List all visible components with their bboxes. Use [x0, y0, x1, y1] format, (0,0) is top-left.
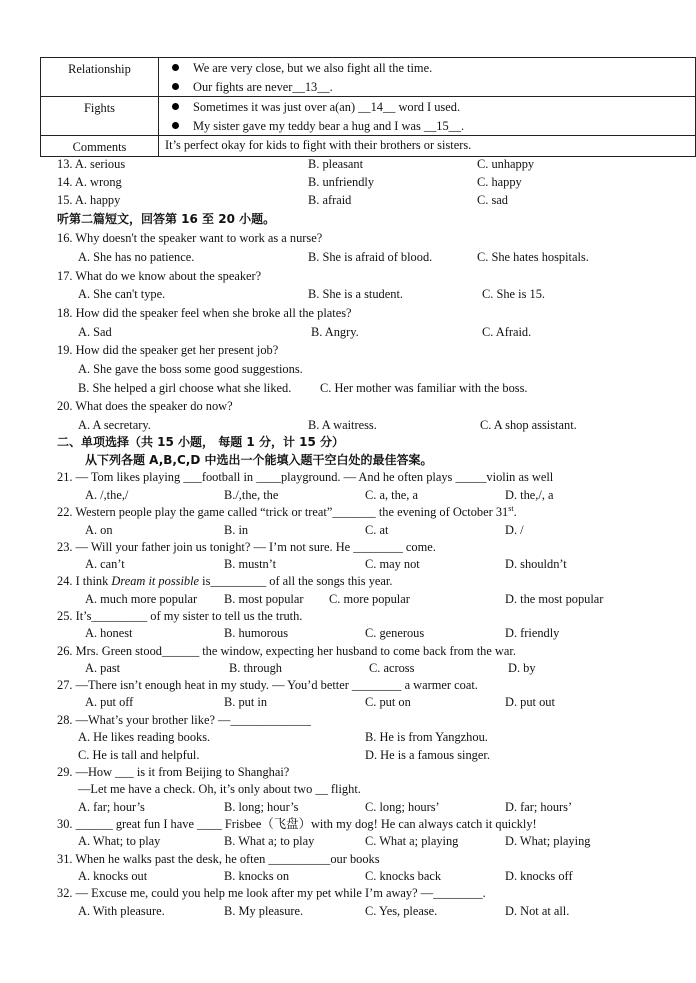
bullet-icon: [172, 64, 179, 71]
option-b: B. pleasant: [308, 157, 364, 171]
question-18-stem: 18. How did the speaker feel when she broke all the plates?: [57, 306, 352, 320]
option-b: B. mustn’t: [224, 557, 277, 571]
bullet-icon: [172, 122, 179, 129]
option-d: D. friendly: [505, 626, 560, 640]
option-b: B. afraid: [308, 193, 352, 207]
option-a: A. knocks out: [78, 869, 148, 883]
option-c: C. may not: [365, 557, 420, 571]
option-c: C. She hates hospitals.: [477, 250, 589, 264]
option-b: B. knocks on: [224, 869, 290, 883]
option-c: C. A shop assistant.: [480, 418, 577, 432]
option-b: B. He is from Yangzhou.: [365, 730, 488, 744]
option-b: B. in: [224, 523, 249, 537]
option-a: A. She gave the boss some good suggestions.: [78, 362, 303, 376]
question-27-stem: 27. —There isn’t enough heat in my study. — You’d better ________ a warmer coat.: [57, 678, 478, 692]
bullet-icon: [172, 103, 179, 110]
table-row: [41, 58, 696, 97]
question-25-stem: 25. It’s_________ of my sister to tell us the truth.: [57, 609, 303, 623]
option-c: C. across: [369, 661, 415, 675]
option-a: A. can’t: [85, 557, 125, 571]
option-d: D. far; hours’: [505, 800, 573, 814]
relationship-table: [40, 57, 696, 157]
comment-text: It’s perfect okay for kids to fight with their brothers or sisters.: [165, 138, 472, 152]
option-b: B. A waitress.: [308, 418, 377, 432]
section-heading: 听第二篇短文，回答第 16 至 20 小题。: [57, 212, 276, 226]
option-c: C. put on: [365, 695, 411, 709]
part-heading: 二、单项选择（共 15 小题， 每题 1 分，计 15 分）: [57, 435, 344, 449]
option-a: A. With pleasure.: [78, 904, 165, 918]
option-c: C. What a; playing: [365, 834, 459, 848]
option-a: A. far; hour’s: [78, 800, 145, 814]
option-a: A. honest: [85, 626, 133, 640]
option-b: B. long; hour’s: [224, 800, 299, 814]
option-c: C. knocks back: [365, 869, 442, 883]
option-c: C. Yes, please.: [365, 904, 438, 918]
part-instruction: 从下列各题 A,B,C,D 中选出一个能填入题干空白处的最佳答案。: [85, 453, 433, 467]
option-c: C. long; hours’: [365, 800, 440, 814]
option-d: D. knocks off: [505, 869, 573, 883]
row-label: Comments: [41, 136, 159, 157]
question-20-stem: 20. What does the speaker do now?: [57, 399, 233, 413]
option-a: A. He likes reading books.: [78, 730, 211, 744]
option-d: D. Not at all.: [505, 904, 570, 918]
option-b: B. My pleasure.: [224, 904, 304, 918]
option-b: B. put in: [224, 695, 268, 709]
option-d: D. the,/, a: [505, 488, 554, 502]
option-b: B. through: [229, 661, 283, 675]
option-c: C. Her mother was familiar with the boss.: [320, 381, 528, 395]
question-14: 14. A. wrong: [57, 175, 122, 189]
option-a: A. put off: [85, 695, 134, 709]
option-a: A. Sad: [78, 325, 112, 339]
option-d: D. shouldn’t: [505, 557, 567, 571]
option-c: C. a, the, a: [365, 488, 418, 502]
option-a: A. She can't type.: [78, 287, 166, 301]
option-c: C. He is tall and helpful.: [78, 748, 200, 762]
option-b: B. Angry.: [311, 325, 359, 339]
option-c: C. at: [365, 523, 389, 537]
option-c: C. Afraid.: [482, 325, 532, 339]
option-c: C. unhappy: [477, 157, 535, 171]
bullet-item: Sometimes it was just over a(an) __14__ word I used.: [165, 97, 695, 116]
question-26-stem: 26. Mrs. Green stood______ the window, expecting her husband to come back from the war.: [57, 644, 516, 658]
option-c: C. She is 15.: [482, 287, 545, 301]
question-13: 13. A. serious: [57, 157, 126, 171]
bullet-item: My sister gave my teddy bear a hug and I was __15__.: [165, 116, 695, 135]
option-a: A. A secretary.: [78, 418, 151, 432]
option-c: C. generous: [365, 626, 425, 640]
question-32-stem: 32. — Excuse me, could you help me look after my pet while I’m away? —________.: [57, 886, 486, 900]
bullet-item: We are very close, but we also fight all the time.: [165, 58, 695, 77]
question-28-stem: 28. —What’s your brother like? —_____________: [57, 713, 311, 727]
option-d: D. /: [505, 523, 524, 537]
option-b: B./,the, the: [224, 488, 279, 502]
row-label: Relationship: [41, 58, 159, 97]
question-24-stem: 24. I think Dream it possible is_________ of all the songs this year.: [57, 574, 393, 588]
option-d: D. He is a famous singer.: [365, 748, 490, 762]
option-b: B. humorous: [224, 626, 289, 640]
question-19-stem: 19. How did the speaker get her present job?: [57, 343, 279, 357]
question-23-stem: 23. — Will your father join us tonight? — I’m not sure. He ________ come.: [57, 540, 436, 554]
option-a: A. What; to play: [78, 834, 161, 848]
option-d: D. put out: [505, 695, 555, 709]
option-b: B. She is afraid of blood.: [308, 250, 433, 264]
question-22-stem: 22. Western people play the game called “trick or treat”_______ the evening of October 31st.: [57, 503, 517, 519]
option-c: C. happy: [477, 175, 522, 189]
option-d: D. by: [508, 661, 536, 675]
option-b: B. unfriendly: [308, 175, 375, 189]
question-16-stem: 16. Why doesn't the speaker want to work as a nurse?: [57, 231, 323, 245]
question-29-stem: 29. —How ___ is it from Beijing to Shanghai?: [57, 765, 290, 779]
option-b: B. She helped a girl choose what she liked.: [78, 381, 292, 395]
option-a: A. /,the,/: [85, 488, 129, 502]
bullet-item: Our fights are never__13__.: [165, 77, 695, 96]
question-17-stem: 17. What do we know about the speaker?: [57, 269, 262, 283]
option-a: A. past: [85, 661, 121, 675]
question-21-stem: 21. — Tom likes playing ___football in ____playground. — And he often plays _____violin as well: [57, 470, 554, 484]
row-label: Fights: [41, 97, 159, 136]
question-31-stem: 31. When he walks past the desk, he often __________our books: [57, 852, 380, 866]
table-row: [41, 136, 696, 157]
option-b: B. She is a student.: [308, 287, 403, 301]
option-b: B. most popular: [224, 592, 304, 606]
option-a: A. much more popular: [85, 592, 198, 606]
option-c: C. sad: [477, 193, 508, 207]
bullet-icon: [172, 83, 179, 90]
option-c: C. more popular: [329, 592, 410, 606]
question-29-stem-2: —Let me have a check. Oh, it’s only about two __ flight.: [78, 782, 361, 796]
table-row: [41, 97, 696, 136]
option-d: D. What; playing: [505, 834, 591, 848]
question-15: 15. A. happy: [57, 193, 121, 207]
option-a: A. on: [85, 523, 113, 537]
option-a: A. She has no patience.: [78, 250, 195, 264]
option-d: D. the most popular: [505, 592, 604, 606]
option-b: B. What a; to play: [224, 834, 315, 848]
question-30-stem: 30. ______ great fun I have ____ Frisbee（飞盘）with my dog! He can always catch it quickly!: [57, 817, 537, 831]
